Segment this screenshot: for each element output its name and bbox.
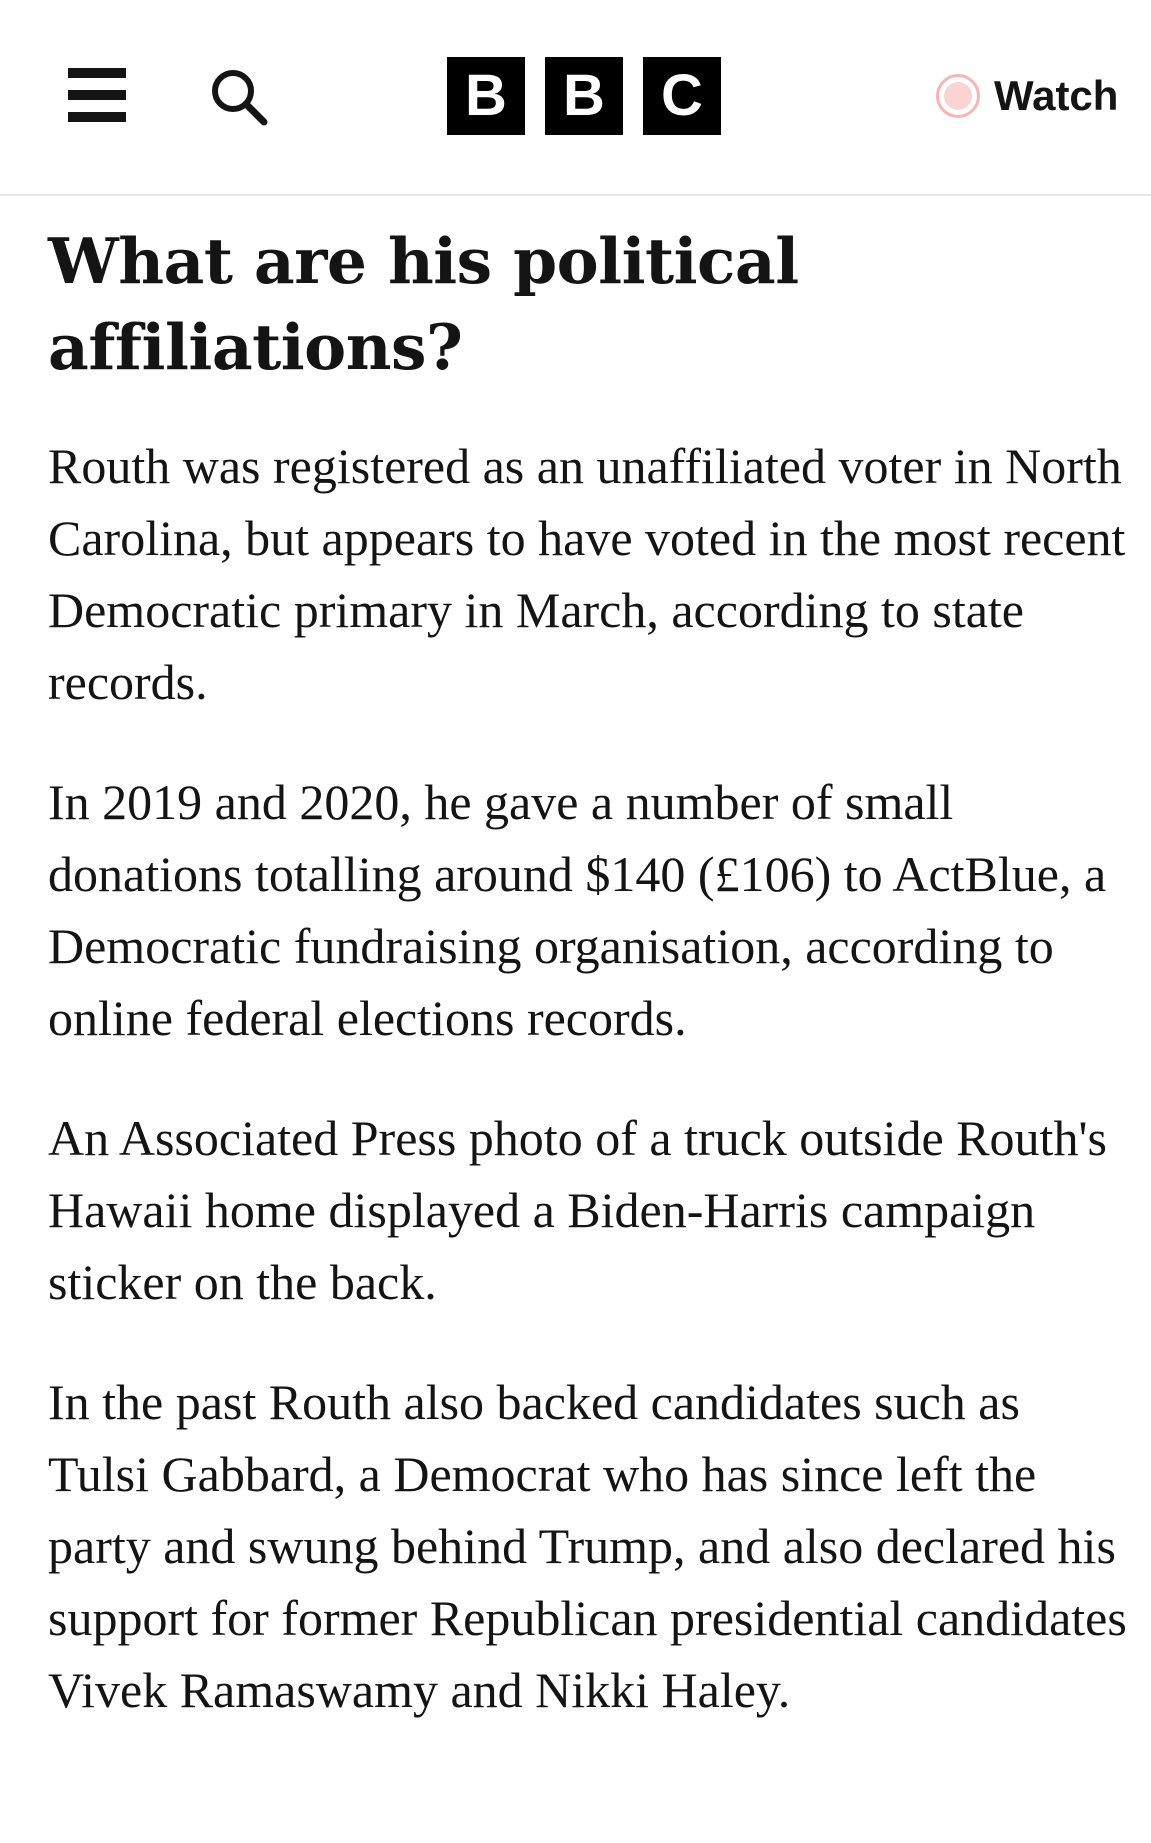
menu-bar <box>68 68 126 78</box>
article-body <box>48 218 1128 1774</box>
watch-label: Watch <box>994 72 1119 119</box>
menu-bar <box>68 90 126 100</box>
section-heading: What are his political affiliations? <box>48 224 799 384</box>
logo-letter-c: C <box>643 57 721 135</box>
article-paragraph: Routh was registered as an unaffiliated voter in North Carolina, but appears to have voted in the most recent Democratic primary in March, according to state records. <box>48 438 1126 710</box>
logo-letter-b1: B <box>447 57 525 135</box>
article-paragraph: In the past Routh also backed candidates such as Tulsi Gabbard, a Democrat who has since left the party and swung behind Trump, and also declared his support for former Republican presidential candidates Vivek Ramaswamy and Nikki Haley. <box>48 1374 1127 1718</box>
search-icon[interactable] <box>208 66 270 128</box>
site-header <box>0 0 1151 196</box>
bbc-logo[interactable] <box>447 57 721 135</box>
logo-letter-b2: B <box>545 57 623 135</box>
live-dot-icon <box>936 74 980 118</box>
search-icon-svg <box>208 66 270 128</box>
article-paragraph: An Associated Press photo of a truck outside Routh's Hawaii home displayed a Biden-Harris campaign sticker on the back. <box>48 1110 1107 1310</box>
hamburger-menu-icon[interactable] <box>68 68 126 122</box>
article-paragraph: In 2019 and 2020, he gave a number of small donations totalling around $140 (£106) to ActBlue, a Democratic fundraising organisation, according to online federal elections records. <box>48 774 1107 1046</box>
menu-bar <box>68 112 126 122</box>
watch-button[interactable] <box>936 70 1118 122</box>
